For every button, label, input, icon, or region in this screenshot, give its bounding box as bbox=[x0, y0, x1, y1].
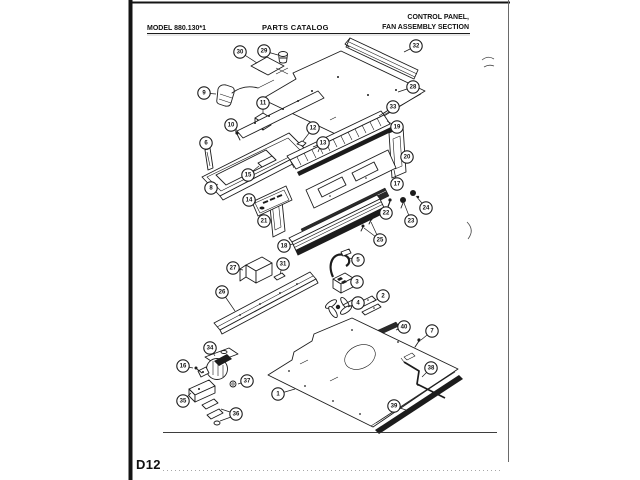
callout-21 bbox=[258, 215, 271, 227]
callout-number: 6 bbox=[204, 140, 208, 147]
callout-number: 8 bbox=[209, 185, 213, 192]
page-left-border bbox=[129, 0, 133, 480]
callout-number: 24 bbox=[422, 205, 430, 212]
callout-number: 3 bbox=[355, 279, 359, 286]
callout-number: 39 bbox=[390, 403, 398, 410]
callout-number: 32 bbox=[412, 43, 420, 50]
callout-number: 31 bbox=[279, 261, 287, 268]
header-title: PARTS CATALOG bbox=[262, 23, 329, 32]
callout-number: 2 bbox=[381, 293, 385, 300]
callout-number: 4 bbox=[356, 300, 360, 307]
callout-number: 26 bbox=[218, 289, 226, 296]
page-right-edge bbox=[508, 0, 509, 462]
callout-number: 30 bbox=[236, 49, 244, 56]
callout-number: 40 bbox=[400, 324, 408, 331]
callout-number: 18 bbox=[280, 243, 288, 250]
callout-number: 35 bbox=[179, 398, 187, 405]
callout-number: 11 bbox=[259, 100, 267, 107]
part-nut-37 bbox=[230, 381, 236, 387]
header-model: MODEL 880.130*1 bbox=[147, 25, 207, 32]
callout-3 bbox=[351, 276, 363, 288]
header-section-line2: FAN ASSEMBLY SECTION bbox=[382, 24, 469, 31]
callout-number: 36 bbox=[232, 411, 240, 418]
callout-number: 23 bbox=[407, 218, 415, 225]
callout-14 bbox=[243, 194, 256, 206]
callout-number: 5 bbox=[356, 257, 360, 264]
callout-number: 7 bbox=[430, 328, 434, 335]
callout-6 bbox=[200, 137, 212, 150]
callout-number: 34 bbox=[206, 345, 214, 352]
callout-8 bbox=[205, 182, 218, 194]
callout-number: 33 bbox=[389, 104, 397, 111]
callout-number: 13 bbox=[319, 140, 327, 147]
page-top-rule bbox=[129, 2, 510, 4]
header-rule-shadow bbox=[147, 35, 470, 36]
callout-number: 1 bbox=[276, 391, 280, 398]
callout-number: 19 bbox=[393, 124, 401, 131]
callout-number: 37 bbox=[243, 378, 251, 385]
page-code: D12 bbox=[136, 457, 161, 472]
callout-number: 16 bbox=[179, 363, 187, 370]
callout-number: 14 bbox=[245, 197, 253, 204]
callout-number: 27 bbox=[229, 265, 237, 272]
callout-number: 22 bbox=[382, 210, 390, 217]
callout-number: 15 bbox=[244, 172, 252, 179]
callout-number: 20 bbox=[403, 154, 411, 161]
callout-number: 25 bbox=[376, 237, 384, 244]
callout-number: 28 bbox=[409, 84, 417, 91]
callout-number: 29 bbox=[260, 48, 268, 55]
callout-number: 17 bbox=[393, 181, 401, 188]
callout-number: 38 bbox=[427, 365, 435, 372]
header-section-line1: CONTROL PANEL, bbox=[407, 14, 469, 21]
callout-number: 21 bbox=[260, 218, 268, 225]
callout-number: 12 bbox=[309, 125, 317, 132]
callout-number: 10 bbox=[227, 122, 235, 129]
callout-number: 9 bbox=[202, 90, 206, 97]
header-rule bbox=[147, 33, 470, 34]
callout-20 bbox=[401, 151, 413, 163]
footer-rule bbox=[163, 432, 497, 433]
